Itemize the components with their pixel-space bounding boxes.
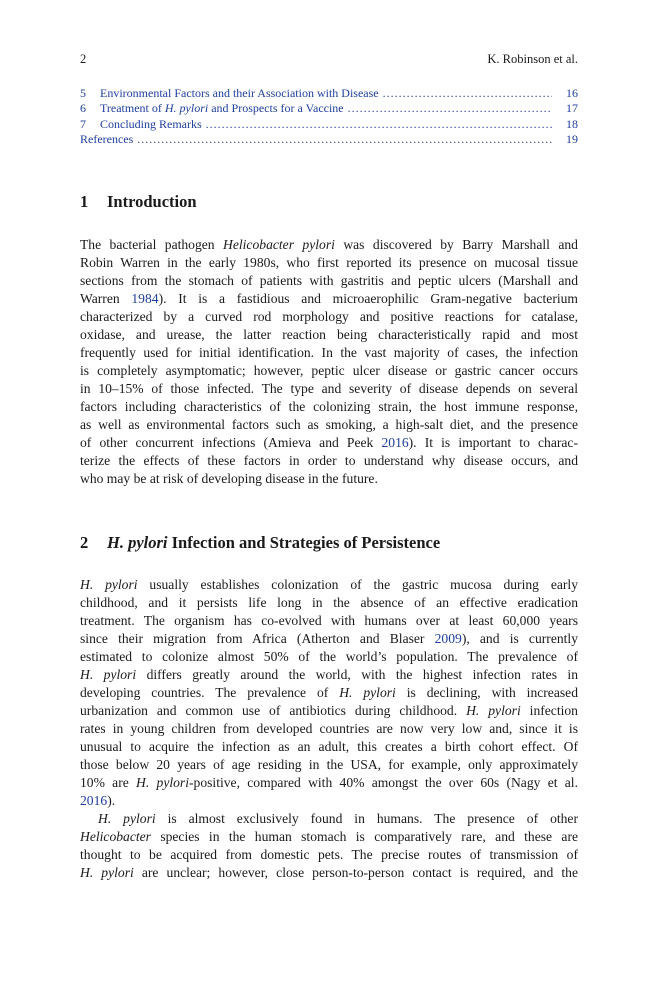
citation-link[interactable]: 2009 [434, 631, 462, 646]
text-line [80, 684, 578, 702]
text-run: is declining, with increased [395, 685, 578, 700]
toc-title-italic: H. pylori [164, 101, 209, 116]
italic-term: H. pylori [98, 811, 156, 826]
toc-number: 7 [80, 116, 86, 131]
text-line [80, 398, 578, 416]
section-heading-persistence [80, 533, 440, 553]
section-title: Introduction [107, 192, 197, 211]
toc-page[interactable]: 16 [566, 86, 578, 100]
text-run: frequently used for initial identification. In the vast majority of cases, the infection [80, 345, 578, 360]
section-title-italic: H. pylori [107, 533, 168, 552]
citation-link[interactable]: 2016 [381, 435, 409, 450]
text-run: ), and is currently [461, 631, 578, 646]
text-line [80, 612, 578, 630]
italic-term: Helicobacter pylori [223, 237, 335, 252]
persistence-paragraph-2 [80, 810, 578, 882]
text-run: terize the effects of these factors in order to understand why disease occurs, and [80, 453, 578, 468]
text-run: estimated to colonize almost 50% of the world’s population. The prevalence of [80, 649, 578, 664]
text-line [80, 666, 578, 684]
text-line [80, 702, 578, 720]
italic-term: H. pylori [80, 865, 134, 880]
toc-leader [137, 132, 552, 147]
text-run: characterized by a curved rod morphology and positive reactions for catalase, [80, 309, 578, 324]
text-line [80, 648, 578, 666]
text-run: ). [107, 793, 116, 808]
text-line [80, 326, 578, 344]
text-run: of other concurrent infections (Amieva and Peek [80, 435, 382, 450]
page-number: 2 [80, 52, 87, 66]
text-run: infection [520, 703, 578, 718]
italic-term: H. pylori [80, 577, 138, 592]
toc-entry[interactable] [80, 101, 578, 116]
citation-link[interactable]: 2016 [80, 793, 108, 808]
italic-term: H. pylori [80, 667, 137, 682]
text-line [80, 362, 578, 380]
persistence-paragraph-1 [80, 576, 578, 810]
text-run: factors including characteristics of the colonizing strain, the host immune response, [80, 399, 578, 414]
text-run: is almost exclusively found in humans. The presence of other [155, 811, 578, 826]
toc-title[interactable] [100, 101, 344, 116]
toc-entry[interactable] [80, 132, 578, 147]
text-run: was discovered by Barry Marshall and [334, 237, 578, 252]
text-line [80, 846, 578, 864]
text-line [80, 828, 578, 846]
text-run: usually establishes colonization of the gastric mucosa during early [137, 577, 578, 592]
text-line [80, 576, 578, 594]
text-run: ). It is a fastidious and microaerophilic Gram-negative bacterium [158, 291, 578, 306]
text-line [80, 720, 578, 738]
text-run: rates in young children from developed countries are now very low and, since it is [80, 721, 578, 736]
text-run: those below 20 years of age residing in the USA, for example, only approximately [80, 757, 578, 772]
toc-title[interactable]: Concluding Remarks [100, 116, 202, 131]
text-line [80, 792, 578, 810]
section-heading-introduction [80, 192, 197, 212]
text-line [80, 810, 578, 828]
text-line [80, 344, 578, 362]
toc-entry[interactable] [80, 86, 578, 101]
text-run: 10% are [80, 775, 137, 790]
toc-leader [206, 117, 552, 132]
italic-term: H. pylori [136, 775, 189, 790]
italic-term: Helicobacter [80, 829, 151, 844]
section-title: Infection and Strategies of Persistence [167, 533, 441, 552]
text-run: -positive, compared with 40% amongst the over 60s (Nagy et al. [189, 775, 578, 790]
text-line [80, 756, 578, 774]
text-run: treatment. The organism has co-evolved with humans over at least 60,000 years [80, 613, 578, 628]
toc-page[interactable]: 19 [566, 131, 578, 146]
text-line [80, 380, 578, 398]
text-line [80, 290, 578, 308]
text-line [80, 594, 578, 612]
text-run: childhood, and it persists life long in the absence of an effective eradication [80, 595, 578, 610]
text-run: are unclear; however, close person-to-person contact is required, and the [133, 865, 578, 880]
text-line [80, 738, 578, 756]
text-line [80, 864, 578, 882]
text-run: in 10–15% of those infected. The type and severity of disease depends on several [80, 381, 578, 396]
toc-number: 6 [80, 101, 86, 116]
text-line [80, 254, 578, 272]
text-run: urbanization and common use of antibiotics during childhood. [80, 703, 467, 718]
text-run: sections from the stomach of patients with gastritis and peptic ulcers (Marshall and [80, 273, 578, 288]
toc-title[interactable]: References [80, 131, 134, 146]
toc-number: 5 [80, 86, 86, 100]
table-of-contents [80, 86, 578, 147]
text-line [80, 470, 578, 488]
section-number: 1 [80, 192, 89, 211]
text-line [80, 452, 578, 470]
toc-page[interactable]: 18 [566, 116, 578, 131]
toc-title-part: Treatment of [100, 101, 165, 116]
text-run: Robin Warren in the early 1980s, who first reported its presence on mucosal tissue [80, 255, 578, 270]
text-run: thought to be acquired from domestic pets. The precise routes of transmission of [80, 847, 578, 862]
introduction-paragraph [80, 236, 578, 488]
text-line [80, 434, 578, 452]
text-line [80, 630, 578, 648]
text-line [80, 774, 578, 792]
text-line [80, 416, 578, 434]
toc-title[interactable]: Environmental Factors and their Association with Disease [100, 86, 379, 100]
toc-page[interactable]: 17 [566, 101, 578, 116]
text-line [80, 236, 578, 254]
text-run: The bacterial pathogen [80, 237, 224, 252]
toc-title-part: and Prospects for a Vaccine [208, 101, 344, 116]
text-run: oxidase, and urease, the latter reaction being characteristically rapid and most [80, 327, 578, 342]
italic-term: H. pylori [339, 685, 396, 700]
text-run: is completely asymptomatic; however, peptic ulcer disease or gastric cancer occurs [80, 363, 578, 378]
toc-leader [383, 86, 552, 101]
text-run: species in the human stomach is comparatively rare, and these are [150, 829, 578, 844]
toc-entry[interactable] [80, 117, 578, 132]
italic-term: H. pylori [466, 703, 521, 718]
citation-link[interactable]: 1984 [131, 291, 159, 306]
text-run: ). It is important to charac- [408, 435, 578, 450]
toc-leader [348, 101, 552, 116]
text-run: since their migration from Africa (Atherton and Blaser [80, 631, 435, 646]
running-head-authors: K. Robinson et al. [487, 52, 578, 66]
text-run: developing countries. The prevalence of [80, 685, 340, 700]
text-line [80, 308, 578, 326]
text-run: as well as environmental factors such as smoking, a high-salt diet, and the presence [80, 417, 578, 432]
text-run: unusual to acquire the infection as an adult, this creates a birth cohort effect. Of [80, 739, 578, 754]
text-run: differs greatly around the world, with the highest infection rates in [136, 667, 579, 682]
section-number: 2 [80, 533, 89, 552]
text-line [80, 272, 578, 290]
text-run: Warren [80, 291, 132, 306]
text-run: who may be at risk of developing disease in the future. [80, 471, 378, 486]
